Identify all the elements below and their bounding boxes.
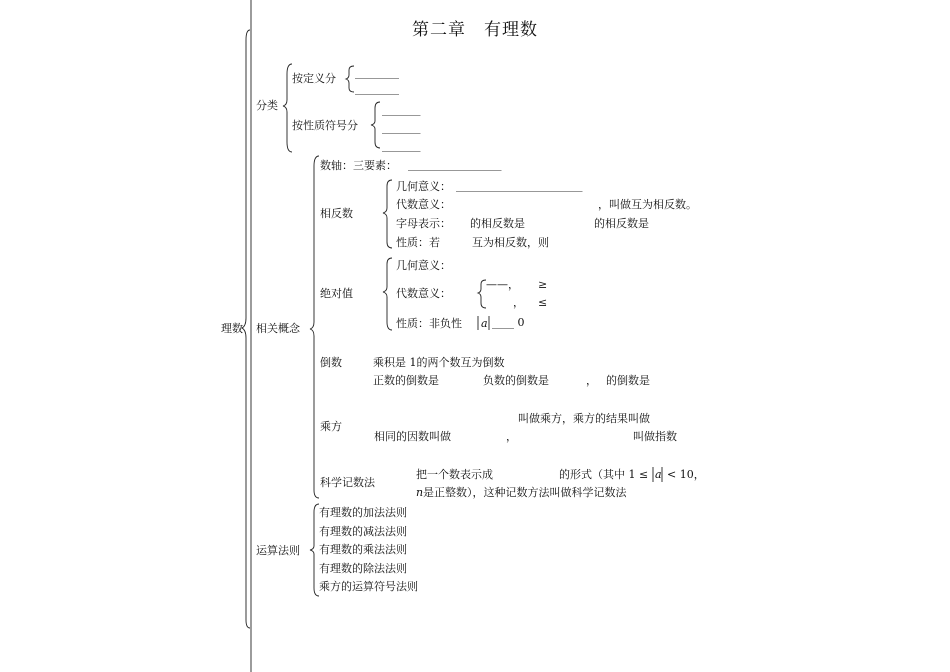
abs-property-tail: ____ 0	[492, 316, 525, 329]
list-item: 乘方的运算符号法则	[319, 580, 418, 593]
power-line2b: ，	[506, 430, 517, 443]
concepts-label: 相关概念	[256, 322, 300, 335]
list-item: 有理数的除法法则	[319, 562, 407, 575]
reciprocal-label: 倒数	[320, 356, 342, 369]
blank-line: ________	[355, 66, 399, 79]
opposite-algebraic: 代数意义：	[396, 198, 451, 211]
sci-line1b: 的形式（其中 1 ≤	[559, 468, 649, 481]
blank-line: _______________________	[456, 179, 583, 192]
abs-case-2: ，	[513, 296, 524, 309]
power-label: 乘方	[320, 420, 342, 433]
opposite-letter-mid1: 的相反数是	[470, 217, 525, 230]
classify-by-definition: 按定义分	[292, 72, 336, 85]
absolute-value-label: 绝对值	[320, 287, 353, 300]
absolute-geometric: 几何意义：	[396, 259, 451, 272]
abs-case-1: ——，	[486, 278, 519, 291]
blank-line: _________________	[408, 158, 502, 171]
sci-line2: 是正整数），这种记数方法叫做科学记数法	[423, 486, 627, 499]
reciprocal-line1: 乘积是 1的两个数互为倒数	[373, 356, 505, 369]
absolute-algebraic: 代数意义：	[396, 287, 451, 300]
reciprocal-positive: 正数的倒数是	[373, 374, 439, 387]
page-title: 第二章 有理数	[412, 20, 538, 40]
sci-variable-n: n	[416, 486, 424, 499]
opposite-algebraic-tail: ，叫做互为相反数。	[598, 198, 697, 211]
power-line2c: 叫做指数	[633, 430, 677, 443]
opposite-geometric: 几何意义：	[396, 180, 451, 193]
blank-line: _______	[382, 139, 421, 152]
list-item: 有理数的加法法则	[319, 506, 407, 519]
abs-case-1-relation: ≥	[538, 278, 548, 291]
root-label: 理数	[221, 322, 243, 335]
absolute-property: 性质：非负性	[396, 317, 462, 330]
abs-case-2-relation: ≤	[538, 296, 548, 309]
number-line-label: 数轴：三要素：	[320, 159, 397, 172]
rules-label: 运算法则	[256, 544, 300, 557]
list-item: 有理数的乘法法则	[319, 543, 407, 556]
reciprocal-of: 的倒数是	[606, 374, 650, 387]
sci-variable-a: a	[655, 468, 662, 481]
blank-line: ________	[355, 82, 399, 95]
reciprocal-comma: ，	[586, 374, 597, 387]
list-item: 有理数的减法法则	[319, 525, 407, 538]
sci-line1c: < 10，	[667, 468, 705, 481]
classify-by-sign: 按性质符号分	[292, 119, 358, 132]
power-line1: 叫做乘方，乘方的结果叫做	[518, 412, 650, 425]
classification-label: 分类	[256, 99, 278, 112]
opposite-property: 性质：若	[396, 236, 440, 249]
sci-notation-label: 科学记数法	[320, 476, 375, 489]
opposite-letter: 字母表示：	[396, 217, 451, 230]
power-line2a: 相同的因数叫做	[374, 430, 451, 443]
sci-line1a: 把一个数表示成	[416, 468, 493, 481]
blank-line: _______	[382, 121, 421, 134]
blank-line: _______	[382, 103, 421, 116]
opposite-letter-mid2: 的相反数是	[594, 217, 649, 230]
opposite-property-tail: 互为相反数，则	[472, 236, 549, 249]
opposite-number-label: 相反数	[320, 207, 353, 220]
reciprocal-negative: 负数的倒数是	[483, 374, 549, 387]
abs-variable: a	[481, 317, 488, 330]
